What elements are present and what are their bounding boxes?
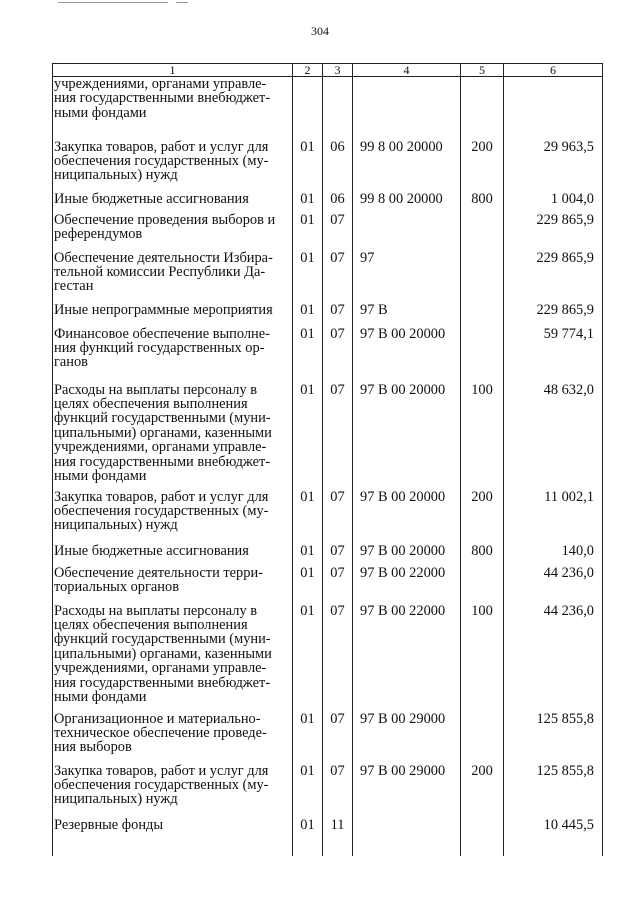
section-code-cell <box>293 77 323 140</box>
expense-type-cell: 200 <box>461 140 504 192</box>
section-code-cell: 01 <box>293 604 323 712</box>
row-name-cell: Закупка товаров, работ и услуг для обеспечения государственных (му- ниципальных) нужд <box>53 490 293 544</box>
section-code-cell: 01 <box>293 383 323 490</box>
subsection-code-cell: 07 <box>323 383 353 490</box>
table-row <box>53 140 603 192</box>
amount-cell: 10 445,5 <box>504 818 603 856</box>
section-code-cell: 01 <box>293 192 323 213</box>
row-name-cell: Иные бюджетные ассигнования <box>53 544 293 566</box>
subsection-code-cell: 07 <box>323 566 353 604</box>
subsection-code-cell: 06 <box>323 140 353 192</box>
expense-type-cell: 800 <box>461 192 504 213</box>
target-article-cell: 97 В 00 20000 <box>353 490 461 544</box>
page-number: 304 <box>311 24 329 38</box>
expense-type-cell: 200 <box>461 764 504 818</box>
target-article-cell: 97 В 00 22000 <box>353 566 461 604</box>
target-article-cell: 99 8 00 20000 <box>353 140 461 192</box>
amount-cell: 29 963,5 <box>504 140 603 192</box>
row-name-cell: Закупка товаров, работ и услуг для обеспечения государственных (му- ниципальных) нужд <box>53 140 293 192</box>
target-article-cell: 97 В <box>353 303 461 327</box>
subsection-code-cell: 07 <box>323 764 353 818</box>
table-body <box>53 77 603 856</box>
target-article-cell <box>353 818 461 856</box>
row-name-cell: Обеспечение деятельности терри- ториальных органов <box>53 566 293 604</box>
section-code-cell: 01 <box>293 251 323 303</box>
amount-cell: 59 774,1 <box>504 327 603 383</box>
section-code-cell: 01 <box>293 213 323 251</box>
table-row <box>53 303 603 327</box>
amount-cell: 229 865,9 <box>504 303 603 327</box>
section-code-cell: 01 <box>293 764 323 818</box>
subsection-code-cell: 07 <box>323 251 353 303</box>
expense-type-cell <box>461 818 504 856</box>
row-name-cell: Резервные фонды <box>53 818 293 856</box>
expense-type-cell <box>461 566 504 604</box>
column-header: 2 <box>293 64 323 77</box>
budget-table <box>52 63 603 856</box>
row-name-cell: Закупка товаров, работ и услуг для обеспечения государственных (му- ниципальных) нужд <box>53 764 293 818</box>
table-row <box>53 490 603 544</box>
table-row <box>53 327 603 383</box>
target-article-cell: 97 В 00 29000 <box>353 764 461 818</box>
target-article-cell: 97 В 00 20000 <box>353 327 461 383</box>
table-row <box>53 213 603 251</box>
amount-cell: 229 865,9 <box>504 213 603 251</box>
row-name-cell: Расходы на выплаты персоналу в целях обеспечения выполнения функций государственными (муни- ципальными) органами, казенными учреждениями, органами управле- ния государственными внебюджет- ными фондами <box>53 383 293 490</box>
section-code-cell: 01 <box>293 818 323 856</box>
subsection-code-cell: 07 <box>323 712 353 764</box>
scan-artifact-line <box>58 2 168 3</box>
expense-type-cell: 100 <box>461 383 504 490</box>
target-article-cell: 97 <box>353 251 461 303</box>
target-article-cell: 97 В 00 20000 <box>353 544 461 566</box>
expense-type-cell <box>461 327 504 383</box>
amount-cell: 140,0 <box>504 544 603 566</box>
table-row <box>53 604 603 712</box>
subsection-code-cell: 11 <box>323 818 353 856</box>
amount-cell: 11 002,1 <box>504 490 603 544</box>
amount-cell: 1 004,0 <box>504 192 603 213</box>
row-name-cell: Обеспечение деятельности Избира- тельной комиссии Республики Да- гестан <box>53 251 293 303</box>
expense-type-cell <box>461 712 504 764</box>
table-row <box>53 566 603 604</box>
expense-type-cell <box>461 303 504 327</box>
subsection-code-cell: 07 <box>323 303 353 327</box>
expense-type-cell <box>461 251 504 303</box>
amount-cell: 48 632,0 <box>504 383 603 490</box>
row-name-cell: Иные непрограммные мероприятия <box>53 303 293 327</box>
scan-artifact-line <box>176 2 188 3</box>
subsection-code-cell: 07 <box>323 604 353 712</box>
section-code-cell: 01 <box>293 566 323 604</box>
subsection-code-cell: 07 <box>323 327 353 383</box>
table-row <box>53 818 603 856</box>
subsection-code-cell: 07 <box>323 490 353 544</box>
column-header: 1 <box>53 64 293 77</box>
table-row <box>53 544 603 566</box>
amount-cell: 125 855,8 <box>504 764 603 818</box>
target-article-cell: 99 8 00 20000 <box>353 192 461 213</box>
row-name-cell: учреждениями, органами управле- ния государственными внебюджет- ными фондами <box>53 77 293 140</box>
column-header: 4 <box>353 64 461 77</box>
column-header: 5 <box>461 64 504 77</box>
amount-cell: 44 236,0 <box>504 604 603 712</box>
subsection-code-cell: 06 <box>323 192 353 213</box>
row-name-cell: Расходы на выплаты персоналу в целях обеспечения выполнения функций государственными (муни- ципальными) органами, казенными учреждениями, органами управле- ния государственными внебюджет- ными фондами <box>53 604 293 712</box>
expense-type-cell: 800 <box>461 544 504 566</box>
amount-cell: 125 855,8 <box>504 712 603 764</box>
section-code-cell: 01 <box>293 490 323 544</box>
expense-type-cell <box>461 77 504 140</box>
subsection-code-cell: 07 <box>323 213 353 251</box>
column-header: 3 <box>323 64 353 77</box>
row-name-cell: Организационное и материально- техническое обеспечение проведе- ния выборов <box>53 712 293 764</box>
row-name-cell: Иные бюджетные ассигнования <box>53 192 293 213</box>
section-code-cell: 01 <box>293 303 323 327</box>
section-code-cell: 01 <box>293 327 323 383</box>
section-code-cell: 01 <box>293 140 323 192</box>
row-name-cell: Обеспечение проведения выборов и референдумов <box>53 213 293 251</box>
target-article-cell: 97 В 00 20000 <box>353 383 461 490</box>
subsection-code-cell: 07 <box>323 544 353 566</box>
target-article-cell <box>353 77 461 140</box>
table-row <box>53 764 603 818</box>
expense-type-cell: 200 <box>461 490 504 544</box>
expense-type-cell <box>461 213 504 251</box>
column-header: 6 <box>504 64 603 77</box>
target-article-cell <box>353 213 461 251</box>
target-article-cell: 97 В 00 22000 <box>353 604 461 712</box>
target-article-cell: 97 В 00 29000 <box>353 712 461 764</box>
table-row <box>53 251 603 303</box>
table-row <box>53 77 603 140</box>
table-row <box>53 383 603 490</box>
section-code-cell: 01 <box>293 544 323 566</box>
table-header-row <box>53 64 603 77</box>
amount-cell <box>504 77 603 140</box>
table-row <box>53 712 603 764</box>
table-row <box>53 192 603 213</box>
row-name-cell: Финансовое обеспечение выполне- ния функций государственных ор- ганов <box>53 327 293 383</box>
amount-cell: 44 236,0 <box>504 566 603 604</box>
amount-cell: 229 865,9 <box>504 251 603 303</box>
subsection-code-cell <box>323 77 353 140</box>
section-code-cell: 01 <box>293 712 323 764</box>
expense-type-cell: 100 <box>461 604 504 712</box>
